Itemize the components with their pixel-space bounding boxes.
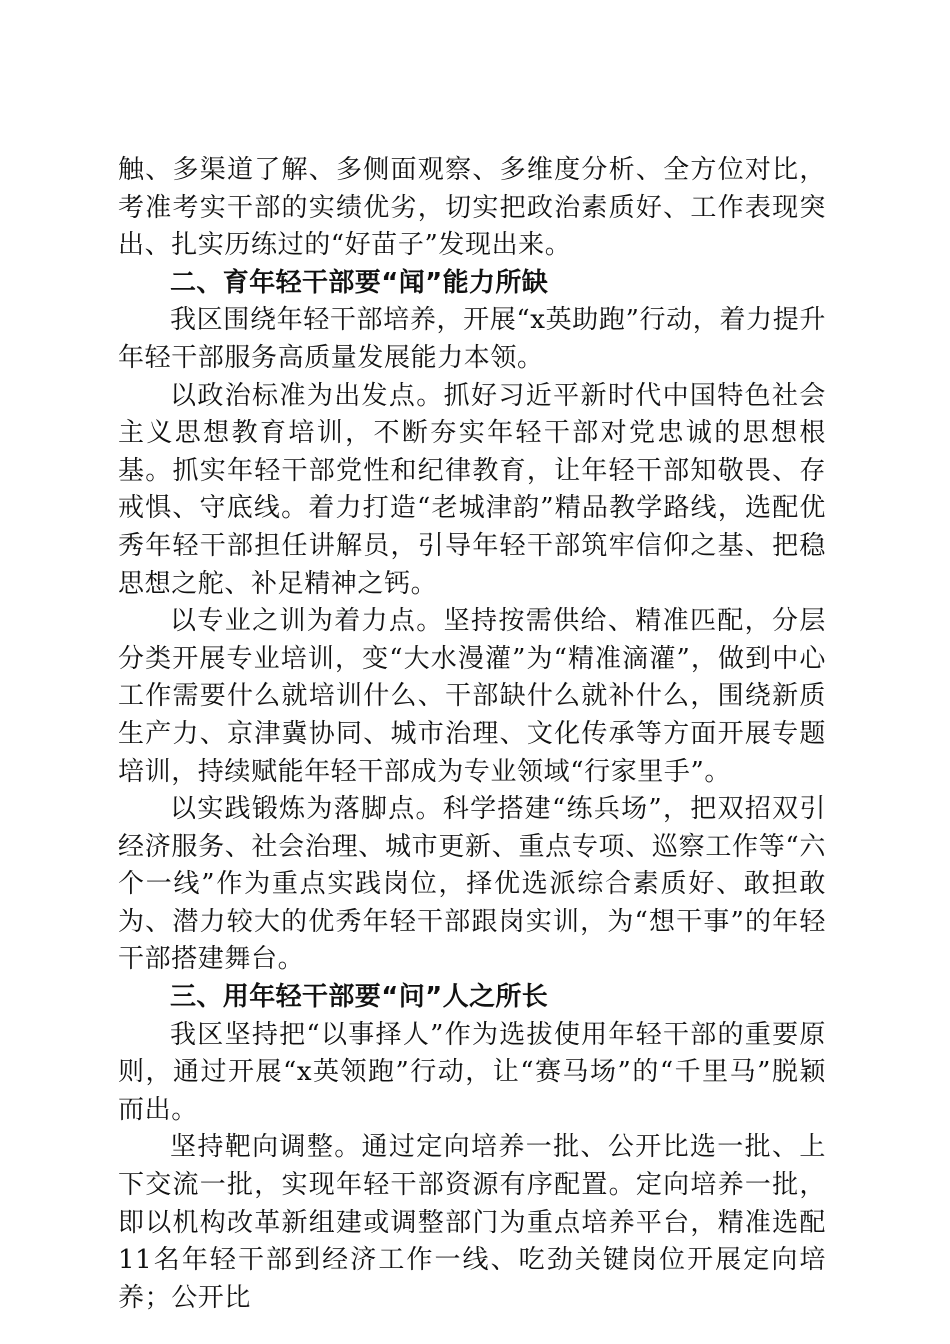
body-paragraph: 我区围绕年轻干部培养，开展“x英助跑”行动，着力提升年轻干部服务高质量发展能力本领。 [118,305,826,373]
document-page [118,152,826,1317]
body-paragraph: 以专业之训为着力点。坚持按需供给、精准匹配，分层分类开展专业培训，变“大水漫灌”为“精准滴灌”，做到中心工作需要什么就培训什么、干部缺什么就补什么，围绕新质生产力、京津冀协同、城市治理、文化传承等方面开展专题培训，持续赋能年轻干部成为专业领域“行家里手”。 [118,606,826,787]
body-paragraph: 我区坚持把“以事择人”作为选拔使用年轻干部的重要原则，通过开展“x英领跑”行动，让“赛马场”的“千里马”脱颖而出。 [118,1019,826,1125]
section-heading-2: 二、育年轻干部要“闻”能力所缺 [170,267,549,298]
body-paragraph: 坚持靶向调整。通过定向培养一批、公开比选一批、上下交流一批，实现年轻干部资源有序配置。定向培养一批，即以机构改革新组建或调整部门为重点培养平台，精准选配11名年轻干部到经济工作一线、吃劲关键岗位开展定向培养；公开比 [118,1132,826,1313]
section-heading-3: 三、用年轻干部要“问”人之所长 [170,982,549,1013]
body-paragraph: 以政治标准为出发点。抓好习近平新时代中国特色社会主义思想教育培训，不断夯实年轻干部对党忠诚的思想根基。抓实年轻干部党性和纪律教育，让年轻干部知敬畏、存戒惧、守底线。着力打造“老城津韵”精品教学路线，选配优秀年轻干部担任讲解员，引导年轻干部筑牢信仰之基、把稳思想之舵、补足精神之钙。 [118,380,826,599]
body-paragraph: 以实践锻炼为落脚点。科学搭建“练兵场”，把双招双引经济服务、社会治理、城市更新、重点专项、巡察工作等“六个一线”作为重点实践岗位，择优选派综合素质好、敢担敢为、潜力较大的优秀年轻干部跟岗实训，为“想干事”的年轻干部搭建舞台。 [118,794,826,975]
continuation-paragraph: 触、多渠道了解、多侧面观察、多维度分析、全方位对比，考准考实干部的实绩优劣，切实把政治素质好、工作表现突出、扎实历练过的“好苗子”发现出来。 [118,155,826,261]
